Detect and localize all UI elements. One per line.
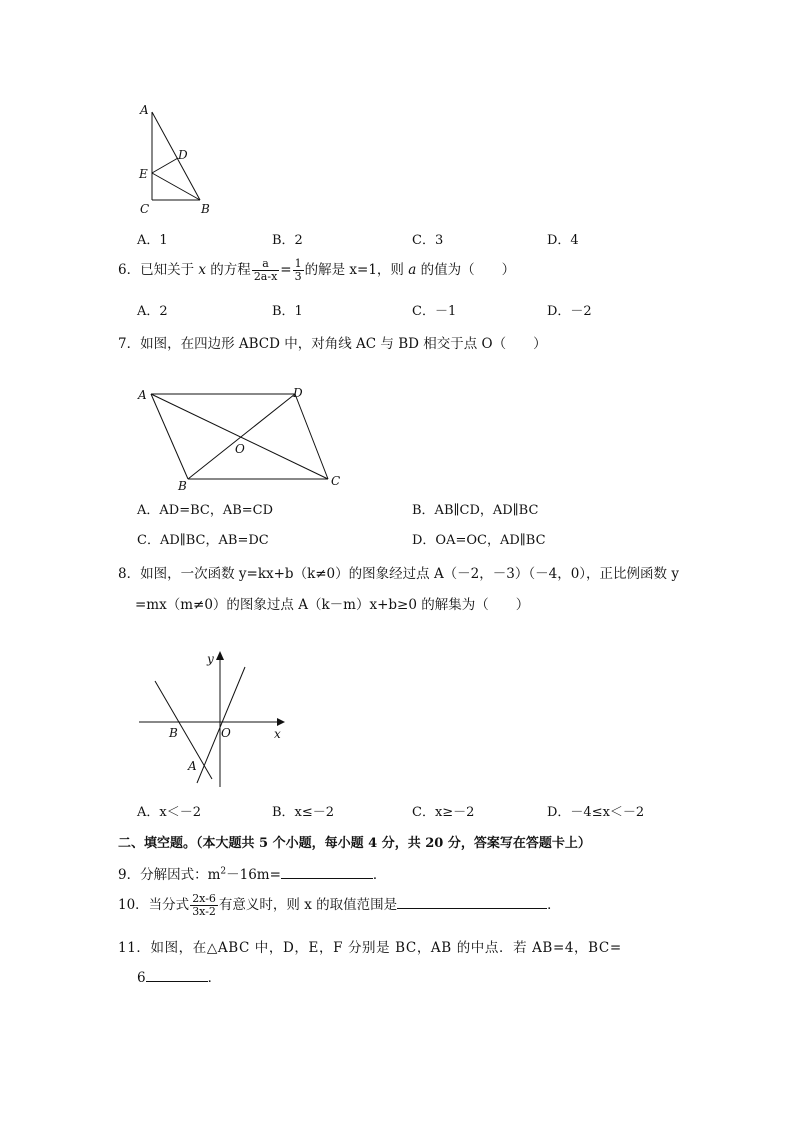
q6-frac1-den: 2a-x xyxy=(253,270,278,283)
question-8-line-1: 8．如图，一次函数 y=kx+b（k≠0）的图象经过点 A（－2，－3）（－4，0），正比例函数 y xyxy=(118,566,679,582)
q11-answer-blank[interactable] xyxy=(146,981,208,982)
q5-option-b: B．2 xyxy=(272,233,303,248)
fig8-label-A: A xyxy=(188,759,197,773)
q8-option-b: B．x≤－2 xyxy=(272,805,335,820)
q6-var-x: x xyxy=(198,262,207,278)
q10-frac-den: 3x-2 xyxy=(192,905,216,918)
fig5-label-E: E xyxy=(139,167,148,181)
fig7-label-B: B xyxy=(178,479,187,492)
q9-pre: 9．分解因式：m xyxy=(118,867,221,883)
question-6 xyxy=(118,258,515,283)
q7-option-b: B．AB∥CD，AD∥BC xyxy=(412,503,539,518)
q6-mid: 的方程 xyxy=(206,262,251,278)
fig8-label-B: B xyxy=(169,726,178,740)
q6-option-a: A．2 xyxy=(137,304,168,319)
q8-graph-figure xyxy=(135,645,295,795)
q10-end: ． xyxy=(547,897,561,913)
q10-post: 有意义时，则 x 的取值范围是 xyxy=(218,897,398,913)
fig7-label-O: O xyxy=(235,442,245,456)
q9-post: －16m= xyxy=(226,867,281,883)
question-10 xyxy=(118,893,561,918)
section-2-title: 二、填空题。（本大题共 5 个小题，每小题 4 分，共 20 分，答案写在答题卡上） xyxy=(118,836,591,851)
question-7: 7．如图，在四边形 ABCD 中，对角线 AC 与 BD 相交于点 O（ ） xyxy=(118,336,547,352)
fig5-label-D: D xyxy=(178,148,188,162)
q6-frac2-num: 1 xyxy=(294,257,302,270)
q5-option-a: A．1 xyxy=(137,233,168,248)
fig8-label-y: y xyxy=(207,652,214,666)
q5-triangle-figure xyxy=(130,100,230,220)
q7-option-d: D．OA=OC，AD∥BC xyxy=(412,533,546,548)
question-11-line-1: 11．如图，在△ABC 中，D，E，F 分别是 BC，AB 的中点．若 AB=4，BC= xyxy=(118,940,622,956)
fig7-label-D: D xyxy=(293,386,303,400)
question-8-line-2: =mx（m≠0）的图象过点 A（k－m）x+b≥0 的解集为（ ） xyxy=(135,597,530,613)
fig7-label-A: A xyxy=(138,388,147,402)
q10-answer-blank[interactable] xyxy=(397,908,547,909)
q6-frac1-num: a xyxy=(252,258,279,271)
q6-option-c: C．－1 xyxy=(412,304,457,319)
fig5-label-C: C xyxy=(140,202,150,216)
q6-frac2-den: 3 xyxy=(294,270,302,283)
q6-option-d: D．－2 xyxy=(547,304,592,319)
q6-pre: 6．已知关于 xyxy=(118,262,199,278)
q8-option-a: A．x＜－2 xyxy=(137,805,201,820)
q5-option-d: D．4 xyxy=(547,233,579,248)
q10-pre: 10．当分式 xyxy=(118,897,190,913)
fig7-label-C: C xyxy=(331,474,341,488)
q10-frac-num: 2x-6 xyxy=(192,892,216,905)
q6-var-a: a xyxy=(408,262,417,278)
q11-line2-pre: 6 xyxy=(137,970,146,986)
q10-fraction xyxy=(190,893,218,918)
q7-option-a: A．AD=BC，AB=CD xyxy=(137,503,274,518)
q11-end: ． xyxy=(207,970,222,986)
q8-option-d: D．－4≤x＜－2 xyxy=(547,805,645,820)
q6-fraction-2 xyxy=(293,258,304,283)
q6-post: 的解是 x=1，则 xyxy=(304,262,409,278)
question-9 xyxy=(118,863,386,883)
q6-tail: 的值为（ ） xyxy=(416,262,516,278)
fig8-label-x: x xyxy=(274,727,281,741)
q7-parallelogram-figure xyxy=(135,382,350,492)
question-11-line-2 xyxy=(137,966,221,986)
q9-sup: 2 xyxy=(220,866,227,877)
fig5-label-A: A xyxy=(140,103,149,117)
q9-answer-blank[interactable] xyxy=(281,878,373,879)
q9-end: ． xyxy=(372,867,387,883)
q6-option-b: B．1 xyxy=(272,304,303,319)
q5-option-c: C．3 xyxy=(412,233,444,248)
q7-option-c: C．AD∥BC，AB=DC xyxy=(137,533,269,548)
q6-eq: = xyxy=(280,262,292,278)
q8-option-c: C．x≥－2 xyxy=(412,805,475,820)
fig5-label-B: B xyxy=(201,202,210,216)
q6-fraction-1 xyxy=(252,258,279,283)
fig8-label-O: O xyxy=(221,726,231,740)
